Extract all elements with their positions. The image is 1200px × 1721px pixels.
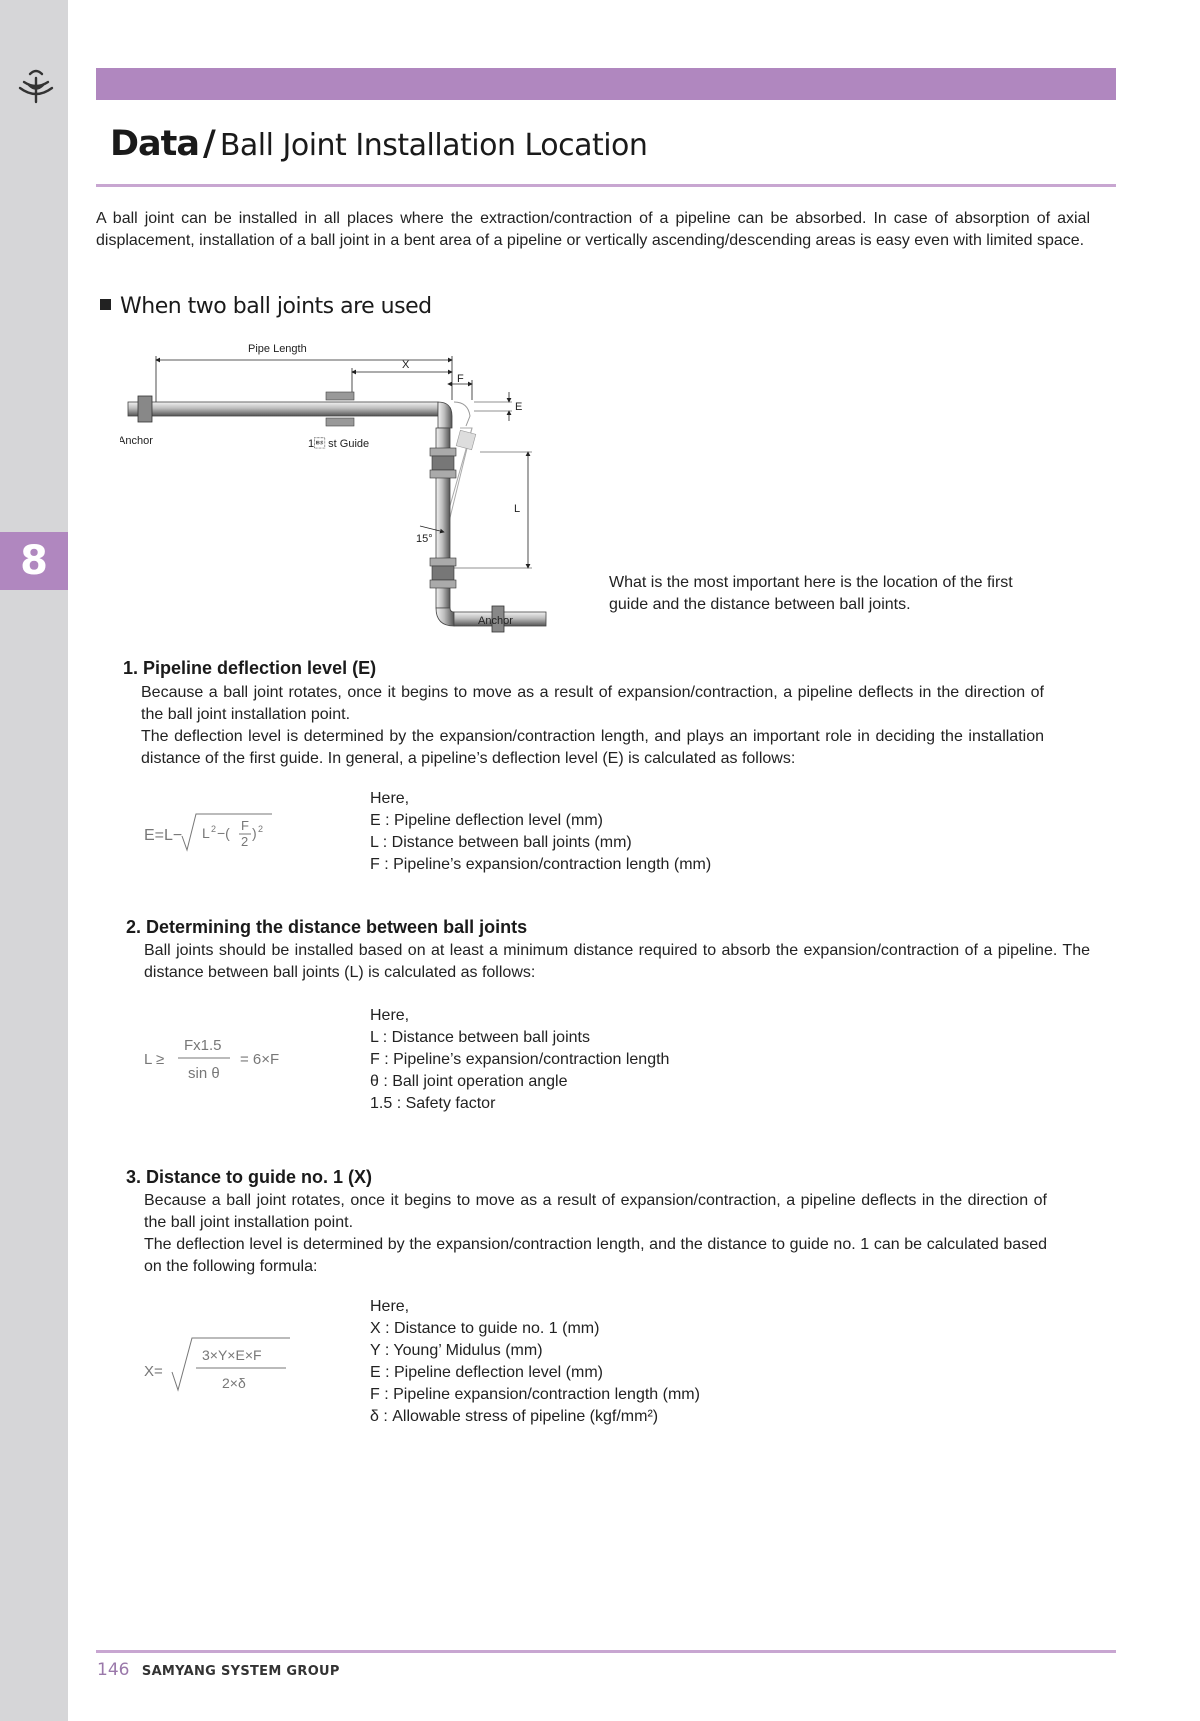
formula-2-lhs: L ≥: [144, 1051, 165, 1068]
title-separator: /: [203, 124, 216, 164]
formula-1-lhs: E=L−: [144, 827, 183, 844]
formula-2-num: Fx1.5: [184, 1037, 222, 1054]
formula-1-den: 2: [241, 834, 249, 849]
chapter-tab: 8: [0, 532, 68, 590]
subheading: [100, 294, 432, 319]
formula-3-lhs: X=: [144, 1363, 163, 1380]
variable-item: L : Distance between ball joints (mm): [370, 834, 632, 851]
formula-2-den: sin θ: [188, 1065, 220, 1082]
label-anchor-left: Anchor: [120, 435, 153, 447]
page-number: 146: [97, 1660, 130, 1680]
variable-item: Here,: [370, 1298, 410, 1315]
formula-3-den: 2×δ: [222, 1375, 246, 1391]
intro-paragraph: A ball joint can be installed in all places where the extraction/contraction of a pipeline can be absorbed. In case of absorption of axial displacement, installation of a ball joint in a bent area of a pipeline or vertically ascending/descending areas is easy even with limited space.: [96, 210, 1090, 249]
formula-1-l-sup: 2: [211, 824, 217, 834]
formula-1-num: F: [241, 818, 249, 833]
subheading-text: When two ball joints are used: [120, 294, 432, 319]
square-bullet-icon: [100, 299, 111, 310]
variable-item: F : Pipeline expansion/contraction length (mm): [370, 1386, 700, 1403]
title-topic: Ball Joint Installation Location: [219, 128, 648, 163]
label-first-guide: 1 st Guide: [308, 438, 370, 450]
variable-item: F : Pipeline’s expansion/contraction length (mm): [370, 856, 712, 873]
footer-brand: SAMYANG SYSTEM GROUP: [141, 1664, 340, 1679]
variable-item: E : Pipeline deflection level (mm): [370, 812, 603, 829]
footer: [97, 1660, 340, 1680]
variable-item: δ : Allowable stress of pipeline (kgf/mm²): [370, 1408, 659, 1425]
label-anchor-bottom: Anchor: [478, 615, 513, 627]
variable-item: θ : Ball joint operation angle: [370, 1073, 568, 1090]
section-3-heading: 3. Distance to guide no. 1 (X): [126, 1167, 373, 1187]
header-bar: [96, 68, 1116, 100]
ball-joint-diagram: [120, 336, 560, 636]
variable-item: Here,: [370, 1007, 410, 1024]
section-2-paragraph-1: Ball joints should be installed based on at least a minimum distance required to absorb the expansion/contraction of a pipeline. The distance between ball joints (L) is calculated as follows:: [144, 942, 1090, 981]
page-title: [110, 124, 647, 164]
formula-1-l: L: [202, 825, 210, 841]
formula-3-num: 3×Y×E×F: [202, 1347, 262, 1363]
section-1-paragraph-1: Because a ball joint rotates, once it begins to move as a result of expansion/contraction, a pipeline deflects in the direction of the ball joint installation point.: [141, 684, 1044, 723]
label-e: E: [515, 401, 523, 413]
label-x: X: [402, 359, 410, 371]
label-angle: 15°: [416, 533, 433, 545]
formula-1-close: ): [252, 825, 257, 841]
variable-item: Y : Young’ Midulus (mm): [370, 1342, 543, 1359]
section-1-variables: [370, 788, 711, 876]
section-3-paragraph-2: The deflection level is determined by the expansion/contraction length, and the distance to guide no. 1 can be calculated based on the following formula:: [144, 1236, 1047, 1275]
variable-item: X : Distance to guide no. 1 (mm): [370, 1320, 600, 1337]
section-1-heading: 1. Pipeline deflection level (E): [123, 658, 377, 678]
section-1-paragraph-2: The deflection level is determined by the expansion/contraction length, and plays an important role in deciding the installation distance of the first guide. In general, a pipeline’s deflection level (E) is calculated as follows:: [141, 728, 1044, 767]
variable-item: L : Distance between ball joints: [370, 1029, 590, 1046]
formula-1-sup: 2: [258, 824, 264, 834]
diagram-note: What is the most important here is the location of the first guide and the distance between ball joints.: [609, 574, 1013, 613]
section-2-heading: 2. Determining the distance between ball joints: [126, 917, 528, 937]
variable-item: 1.5 : Safety factor: [370, 1095, 496, 1112]
label-pipe-length: Pipe Length: [248, 343, 307, 355]
formula-1-minus: −(: [217, 825, 230, 841]
title-divider: [96, 184, 1116, 187]
formula-deflection: [140, 806, 300, 867]
section-2-variables: [370, 1005, 669, 1115]
variable-item: Here,: [370, 790, 410, 807]
section-3-paragraph-1: Because a ball joint rotates, once it begins to move as a result of expansion/contraction, a pipeline deflects in the direction of the ball joint installation point.: [144, 1192, 1047, 1231]
formula-distance: [140, 1028, 300, 1089]
variable-item: E : Pipeline deflection level (mm): [370, 1364, 603, 1381]
variable-item: F : Pipeline’s expansion/contraction length: [370, 1051, 670, 1068]
label-l: L: [514, 503, 521, 515]
company-logo-icon: [16, 66, 56, 106]
formula-2-rhs: = 6×F: [240, 1051, 280, 1068]
section-3-variables: [370, 1296, 700, 1428]
footer-divider: [96, 1650, 1116, 1653]
sidebar: [0, 0, 68, 1721]
formula-guide-distance: [140, 1332, 300, 1407]
label-f: F: [457, 373, 464, 385]
title-section: Data: [110, 124, 200, 164]
